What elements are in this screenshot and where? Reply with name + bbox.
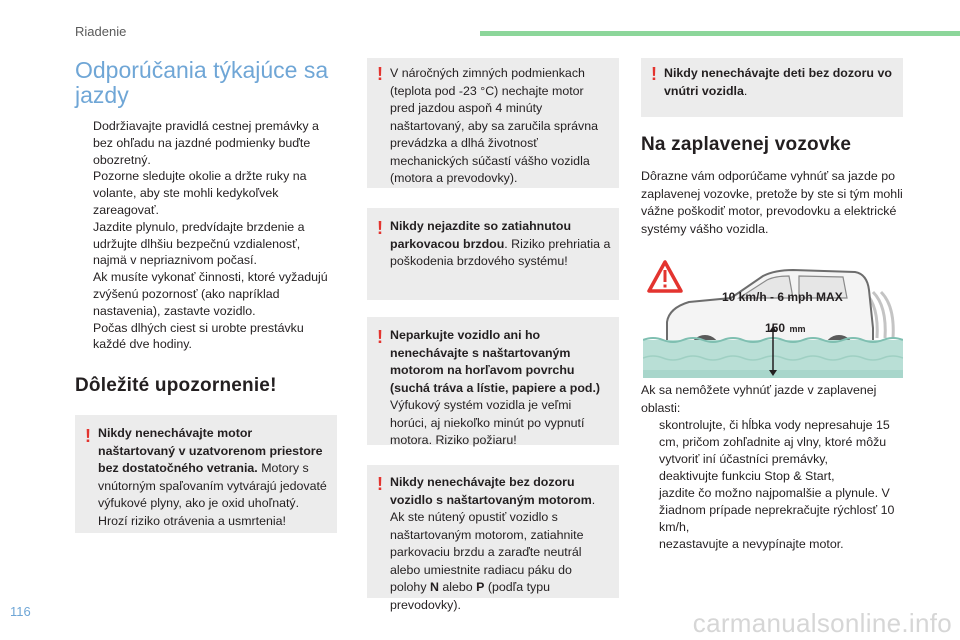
flooded-road-outro: Ak sa nemôžete vyhnúť jazde v zaplavenej oblasti: bbox=[641, 383, 877, 415]
warning-box-parking-brake: ! Nikdy nejazdite so zatiahnutou parkovacou brzdou. Riziko prehriatia a poškodenia brzdového systému! bbox=[367, 208, 619, 300]
page-title: Odporúčania týkajúce sa jazdy bbox=[75, 57, 329, 108]
exclamation-icon: ! bbox=[377, 474, 383, 494]
list-item: Jazdite plynulo, predvídajte brzdenie a udržujte dlhšiu bezpečnú vzdialenosť, najmä v nepriaznivom počasí. bbox=[93, 219, 305, 268]
flooded-road-heading: Na zaplavenej vozovke bbox=[641, 134, 852, 155]
column-right bbox=[641, 58, 903, 238]
speed-limit-label: 10 km/h - 6 mph MAX bbox=[722, 290, 843, 304]
warning-box-flammable-surface: ! Neparkujte vozidlo ani ho nenechávajte s naštartovaným motorom na horľavom povrchu (suchá tráva a lístie, papiere a pod.) Výfukový systém vozidla je veľmi horúci, aj niekoľko minút po vypnutí motora. Riziko požiaru! bbox=[367, 317, 619, 445]
column-left bbox=[75, 58, 337, 533]
warning-box-unattended-vehicle: ! Nikdy nenechávajte bez dozoru vozidlo s naštartovaným motorom. Ak ste nútený opustiť vozidlo s naštartovaným motorom, zatiahnite parkovaciu brzdu a zaraďte neutrál alebo umiestnite radiacu páku do polohy N alebo P (podľa typu prevodovky). bbox=[367, 465, 619, 598]
warning-triangle-icon bbox=[649, 262, 681, 291]
exclamation-icon: ! bbox=[377, 327, 383, 347]
important-notice-heading: Dôležité upozornenie! bbox=[75, 375, 277, 397]
watermark: carmanualsonline.info bbox=[692, 608, 952, 638]
list-item: deaktivujte funkciu Stop & Start, bbox=[659, 469, 835, 483]
column-middle bbox=[367, 58, 619, 612]
flooded-road-intro: Dôrazne vám odporúčame vyhnúť sa jazde po zaplavenej vozovke, pretože by ste si tým mohli vážne poškodiť motor, prevodovku a elektrické systémy vášho vozidla. bbox=[641, 169, 903, 236]
warning-box-exhaust: ! Nikdy nenechávajte motor naštartovaný v uzatvorenom priestore bez dostatočného vetrania. Motory s vnútorným spaľovaním vytvárajú jedovaté výfukové plyny, ako je oxid uhoľnatý. Hrozí riziko otrávenia a usmrtenia! bbox=[75, 415, 337, 533]
list-item: Pozorne sledujte okolie a držte ruky na volante, aby ste mohli kedykoľvek zareagovať. bbox=[93, 169, 307, 217]
flooded-road-list bbox=[641, 417, 903, 553]
driving-tips-list bbox=[75, 118, 337, 353]
list-item: jazdite čo možno najpomalšie a plynule. V žiadnom prípade neprekračujte rýchlosť 10 km/h, bbox=[659, 486, 895, 534]
page-number: 116 bbox=[10, 604, 31, 619]
car-in-water-figure bbox=[643, 258, 903, 378]
warning-box-winter: ! V náročných zimných podmienkach (teplota pod -23 °C) nechajte motor pred jazdou aspoň 4 minúty naštartovaný, aby sa zaručila správna prevádzka a dlhá životnosť mechanických súčastí vášho vozidla (motora a prevodovky). bbox=[367, 58, 619, 188]
list-item: Ak musíte vykonať činnosti, ktoré vyžadujú zvýšenú pozornosť (ako napríklad nastavenia), zastavte vozidlo. bbox=[93, 270, 328, 318]
exclamation-icon: ! bbox=[651, 64, 657, 84]
exclamation-icon: ! bbox=[85, 426, 91, 447]
exclamation-icon: ! bbox=[377, 218, 383, 238]
flooded-road-instructions bbox=[641, 382, 903, 553]
section-color-bar bbox=[480, 31, 960, 36]
depth-label: 150 mm bbox=[765, 321, 806, 335]
flooded-road-illustration bbox=[643, 258, 903, 378]
list-item: nezastavujte a nevypínajte motor. bbox=[659, 537, 844, 551]
list-item: skontrolujte, či hĺbka vody nepresahuje 15 cm, pričom zohľadnite aj vlny, ktoré môžu vytvoriť iní účastníci premávky, bbox=[659, 418, 890, 466]
section-header: Riadenie bbox=[75, 24, 127, 39]
exclamation-icon: ! bbox=[377, 64, 383, 84]
list-item: Počas dlhých ciest si urobte prestávku každé dve hodiny. bbox=[93, 320, 304, 352]
list-item: Dodržiavajte pravidlá cestnej premávky a bez ohľadu na jazdné podmienky buďte obozretný. bbox=[93, 119, 319, 167]
warning-box-children: ! Nikdy nenechávajte deti bez dozoru vo vnútri vozidla. bbox=[641, 58, 903, 117]
